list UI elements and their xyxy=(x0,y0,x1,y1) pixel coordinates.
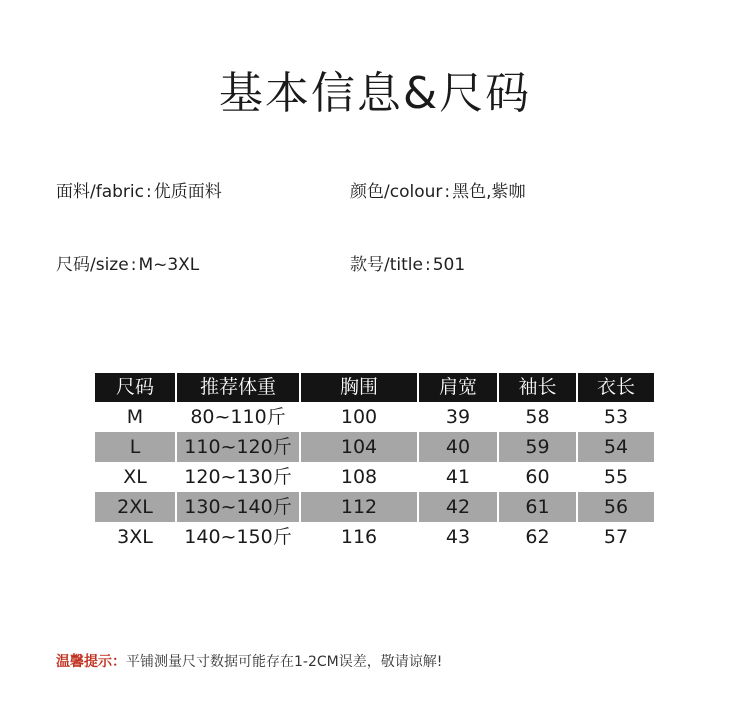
size-info xyxy=(56,254,199,276)
style-number-info xyxy=(350,254,465,276)
cell-weight: 140~150斤 xyxy=(184,526,292,548)
table-row xyxy=(95,402,654,432)
cell-length: 54 xyxy=(578,432,654,462)
cell-size: XL xyxy=(123,466,147,488)
cell-length: 53 xyxy=(603,406,629,428)
table-row xyxy=(95,522,654,552)
cell-shoulder: 42 xyxy=(419,492,497,522)
colour-separator: : xyxy=(444,182,451,202)
table-row xyxy=(95,492,654,522)
table-row xyxy=(95,432,654,462)
table-row xyxy=(95,462,654,492)
colour-info xyxy=(350,181,526,203)
style-number-label: 款号/title xyxy=(350,255,423,275)
cell-shoulder: 40 xyxy=(419,432,497,462)
header-shoulder: 肩宽 xyxy=(419,373,497,402)
cell-chest: 104 xyxy=(301,432,417,462)
cell-sleeve: 61 xyxy=(499,492,576,522)
cell-chest: 108 xyxy=(340,466,378,488)
page-title: 基本信息&尺码 xyxy=(218,68,532,119)
cell-weight: 120~130斤 xyxy=(184,466,292,488)
cell-length: 55 xyxy=(603,466,629,488)
size-value: M~3XL xyxy=(138,255,200,275)
cell-sleeve: 59 xyxy=(499,432,576,462)
cell-shoulder: 39 xyxy=(445,406,471,428)
cell-size: 3XL xyxy=(117,526,153,548)
cell-weight: 80~110斤 xyxy=(190,406,286,428)
cell-size: L xyxy=(95,432,175,462)
colour-label: 颜色/colour xyxy=(350,182,443,202)
header-length: 衣长 xyxy=(578,373,654,402)
size-separator: : xyxy=(130,255,137,275)
tip-label: 温馨提示： xyxy=(56,654,126,670)
fabric-info xyxy=(56,181,222,203)
table-header-row xyxy=(95,373,654,402)
cell-size: 2XL xyxy=(95,492,175,522)
header-sleeve: 袖长 xyxy=(499,373,576,402)
header-weight: 推荐体重 xyxy=(177,373,299,402)
tip-text: 平铺测量尺寸数据可能存在1-2CM误差，敬请谅解! xyxy=(126,654,443,670)
cell-sleeve: 58 xyxy=(525,406,550,428)
header-chest: 胸围 xyxy=(301,373,417,402)
cell-length: 56 xyxy=(578,492,654,522)
cell-chest: 112 xyxy=(301,492,417,522)
cell-shoulder: 41 xyxy=(445,466,471,488)
header-size: 尺码 xyxy=(95,373,175,402)
cell-shoulder: 43 xyxy=(445,526,471,548)
measurement-tip xyxy=(56,652,442,672)
cell-sleeve: 60 xyxy=(525,466,550,488)
fabric-value: 优质面料 xyxy=(153,182,222,202)
cell-length: 57 xyxy=(603,526,629,548)
cell-chest: 116 xyxy=(340,526,378,548)
cell-weight: 130~140斤 xyxy=(177,492,299,522)
fabric-label: 面料/fabric xyxy=(56,182,144,202)
style-number-separator: : xyxy=(424,255,431,275)
style-number-value: 501 xyxy=(432,255,466,275)
size-chart-table xyxy=(93,373,656,552)
cell-sleeve: 62 xyxy=(525,526,550,548)
cell-weight: 110~120斤 xyxy=(177,432,299,462)
fabric-separator: : xyxy=(145,182,152,202)
cell-chest: 100 xyxy=(340,406,378,428)
cell-size: M xyxy=(126,406,144,428)
colour-value: 黑色,紫咖 xyxy=(452,182,526,202)
size-label: 尺码/size xyxy=(56,255,129,275)
